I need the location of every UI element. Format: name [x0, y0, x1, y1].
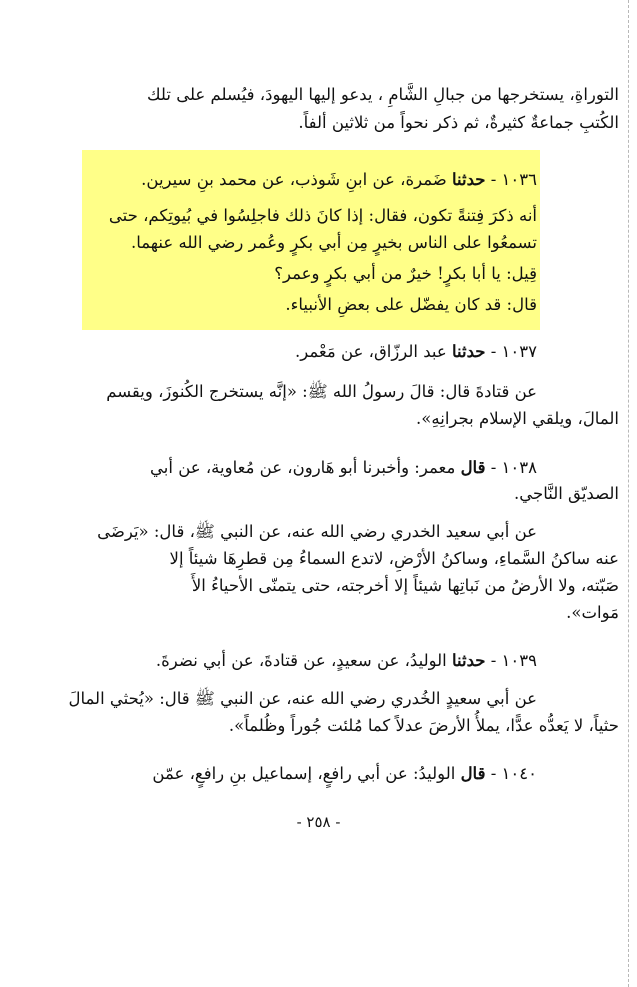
hadith-1039-matn-2: حثياً، لا يَعدُّه عدًّا، يملأُ الأرضَ عدلاً كما مُلئت جُوراً وظُلماً».: [228, 716, 619, 735]
hadith-1038-matn-1: عن أبي سعيد الخدري رضي الله عنه، عن النبي ﷺ، قال: «يَرضَى: [97, 522, 537, 541]
hadith-1036-matn-2: تسمعُوا على الناس بخيرٍ مِن أبي بكرٍ وعُمر رضي الله عنهما.: [131, 233, 537, 252]
hadith-1038-matn-2: عنه ساكنُ السَّماءِ، وساكنُ الأرْضِ، لاتدع السماءُ مِن قطرِهَا شيئاً إلا: [169, 549, 619, 568]
page-number: - ٢٥٨ -: [296, 813, 341, 831]
hadith-1038-matn-3: صَبّته، ولا الأرضُ من نَباتِها شيئاً إلا أخرجته، حتى يتمنّى الأحياءُ الأَ: [191, 576, 619, 595]
narration-keyword: حدثنا: [452, 170, 486, 189]
isnad: معمر: وأخبرنا أبو هَارون، عن مُعاوية، عن أبي: [150, 458, 456, 477]
hadith-number: ١٠٣٦: [501, 170, 537, 189]
hadith-1036-matn-3: قِيل: يا أبا بكرٍ! خيرٌ من أبي بكرٍ وعمر؟: [274, 264, 537, 283]
intro-line-2: الكُتبِ جماعةٌ كثيرةٌ، ثم ذكر نحواً من ثلاثين ألفاً.: [298, 113, 619, 132]
hadith-1036-matn-4: قال: قد كان يفضّل على بعضِ الأنبياء.: [285, 295, 537, 314]
hadith-number: ١٠٣٧: [501, 342, 537, 361]
hadith-1036-header: ١٠٣٦ - حدثنا ضَمرة، عن ابنِ شَوذب، عن محمد بنِ سيرين.: [141, 170, 537, 189]
narration-keyword: حدثنا: [452, 342, 486, 361]
hadith-1038-header: ١٠٣٨ - قال معمر: وأخبرنا أبو هَارون، عن مُعاوية، عن أبي: [150, 458, 537, 477]
hadith-1039-header: ١٠٣٩ - حدثنا الوليدُ، عن سعيدٍ، عن قتادةَ، عن أبي نضرةَ.: [155, 651, 537, 670]
hadith-1037-header: ١٠٣٧ - حدثنا عبد الرزّاق، عن مَعْمر.: [295, 342, 537, 361]
isnad: ضَمرة، عن ابنِ شَوذب، عن محمد بنِ سيرين.: [141, 170, 447, 189]
hadith-1036-matn-1: أنه ذكرَ فِتنةً تكون، فقال: إذا كانَ ذلك فاجلِسُوا في بُيوتِكم، حتى: [108, 206, 537, 225]
hadith-number: ١٠٣٩: [501, 651, 537, 670]
narration-keyword: قال: [460, 458, 486, 477]
narration-keyword: حدثنا: [452, 651, 486, 670]
hadith-1037-matn-1: عن قتادةَ قال: قالَ رسولُ الله ﷺ: «إنَّه يستخرج الكُنوزَ، ويقسم: [106, 382, 537, 401]
hadith-number: ١٠٣٨: [501, 458, 537, 477]
page-edge-scan-line: [628, 0, 629, 987]
narration-keyword: قال: [460, 764, 486, 783]
hadith-1038-matn-4: مَوات».: [566, 603, 619, 622]
intro-line-1: التوراةِ، يستخرجها من جبالِ الشَّامِ ، يدعو إليها اليهودَ، فيُسلم على تلك: [147, 85, 619, 104]
isnad: الوليدُ، عن سعيدٍ، عن قتادةَ، عن أبي نضرةَ.: [155, 651, 447, 670]
hadith-1037-matn-2: المالَ، ويلقي الإسلام بجرانِهِ».: [416, 409, 619, 428]
hadith-1038-isnad-2: الصديّق النَّاجي.: [514, 484, 619, 503]
hadith-1040-header: ١٠٤٠ - قال الوليدُ: عن أبي رافعٍ، إسماعيل بنِ رافعٍ، عمّن: [152, 764, 537, 783]
isnad: الوليدُ: عن أبي رافعٍ، إسماعيل بنِ رافعٍ، عمّن: [152, 764, 456, 783]
isnad: عبد الرزّاق، عن مَعْمر.: [295, 342, 447, 361]
hadith-1039-matn-1: عن أبي سعيدٍ الخُدري رضي الله عنه، عن النبي ﷺ قال: «يُحثي المالَ: [68, 689, 537, 708]
hadith-number: ١٠٤٠: [501, 764, 537, 783]
